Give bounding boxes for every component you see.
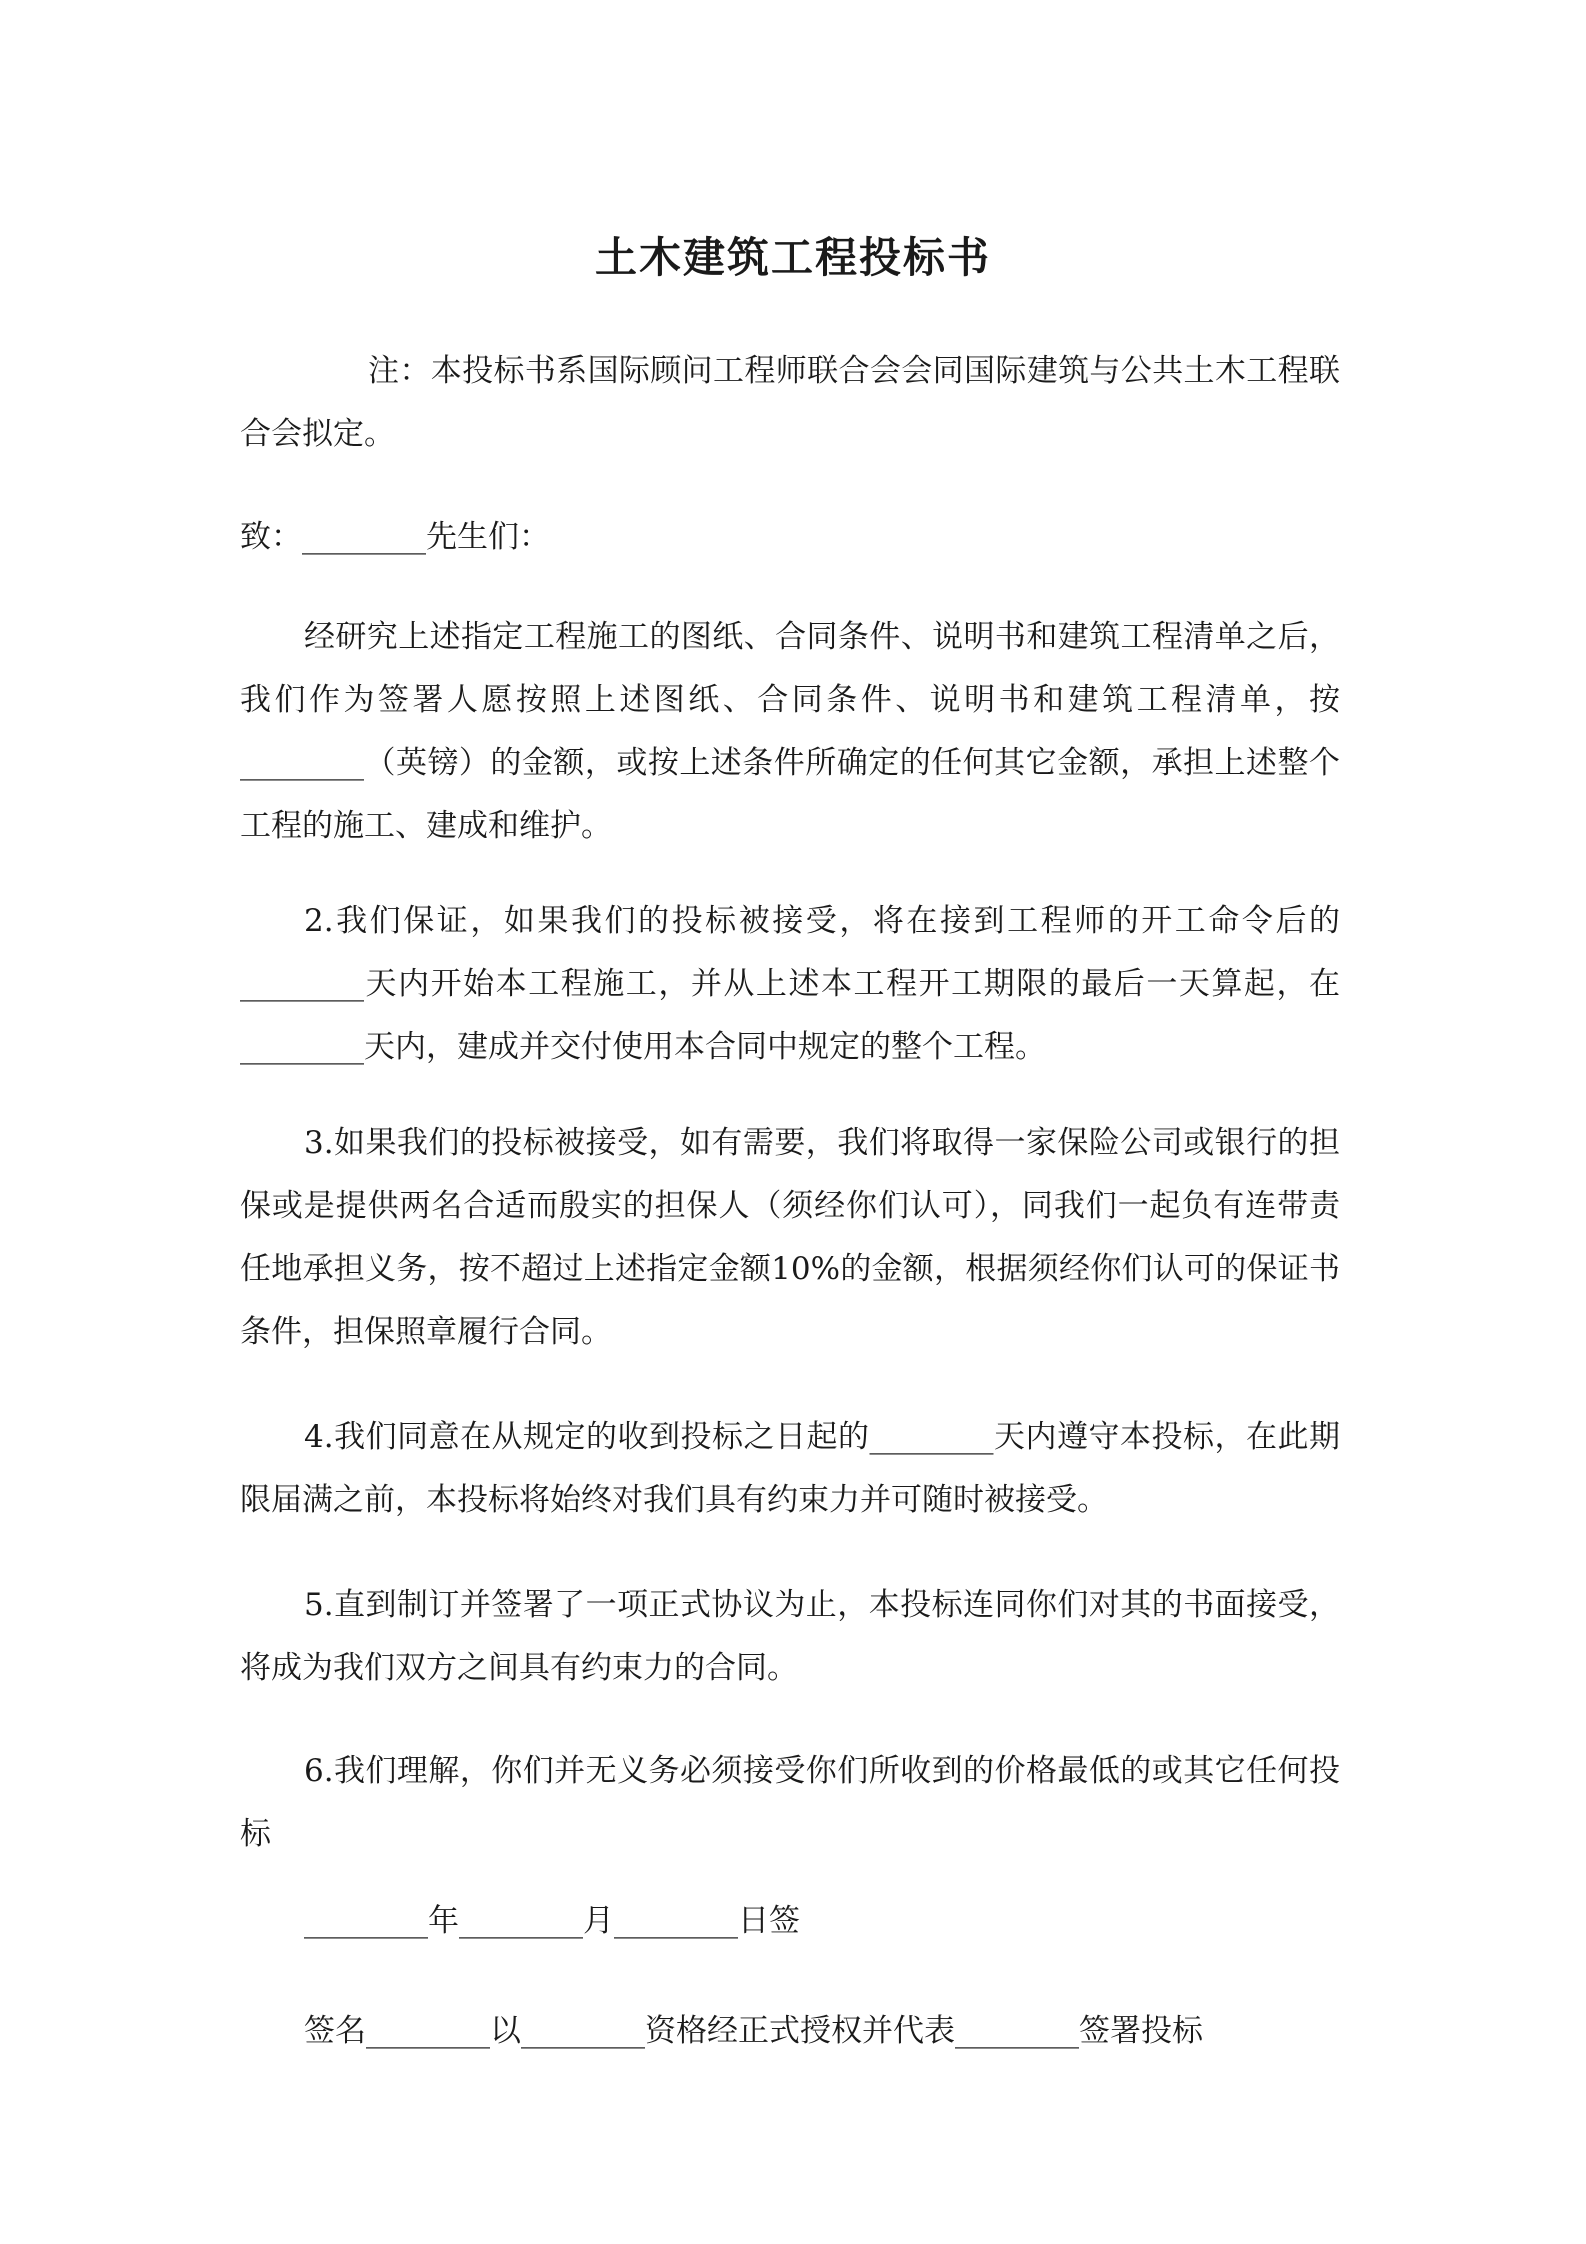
paragraph-5: 5.直到制订并签署了一项正式协议为止，本投标连同你们对其的书面接受，将成为我们双方之间具有约束力的合同。 [240,1587,1340,1686]
paragraph-3: 3.如果我们的投标被接受，如有需要，我们将取得一家保险公司或银行的担保或是提供两名合适而殷实的担保人（须经你们认可），同我们一起负有连带责任地承担义务，按不超过上述指定金额10%的金额，根据须经你们认可的保证书条件，担保照章履行合同。 [240,1125,1340,1350]
document-title: 土木建筑工程投标书 [594,233,991,282]
paragraph-6: 6.我们理解，你们并无义务必须接受你们所收到的价格最低的或其它任何投标 [240,1753,1340,1852]
signature-line: 签名________以________资格经正式授权并代表________签署投标 [304,2013,1203,2049]
paragraph-4: 4.我们同意在从规定的收到投标之日起的________天内遵守本投标，在此期限届满之前，本投标将始终对我们具有约束力并可随时被接受。 [240,1419,1340,1518]
note-paragraph: 注：本投标书系国际顾问工程师联合会会同国际建筑与公共土木工程联合会拟定。 [240,353,1340,452]
date-signature-line: ________年________月________日签 [304,1903,800,1939]
paragraph-1: 经研究上述指定工程施工的图纸、合同条件、说明书和建筑工程清单之后，我们作为签署人愿按照上述图纸、合同条件、说明书和建筑工程清单，按________（英镑）的金额，或按上述条件所确定的任何其它金额，承担上述整个工程的施工、建成和维护。 [240,619,1340,844]
salutation: 致：________先生们： [240,519,550,555]
paragraph-2: 2.我们保证，如果我们的投标被接受，将在接到工程师的开工命令后的________天内开始本工程施工，并从上述本工程开工期限的最后一天算起，在________天内，建成并交付使用本合同中规定的整个工程。 [240,903,1340,1065]
